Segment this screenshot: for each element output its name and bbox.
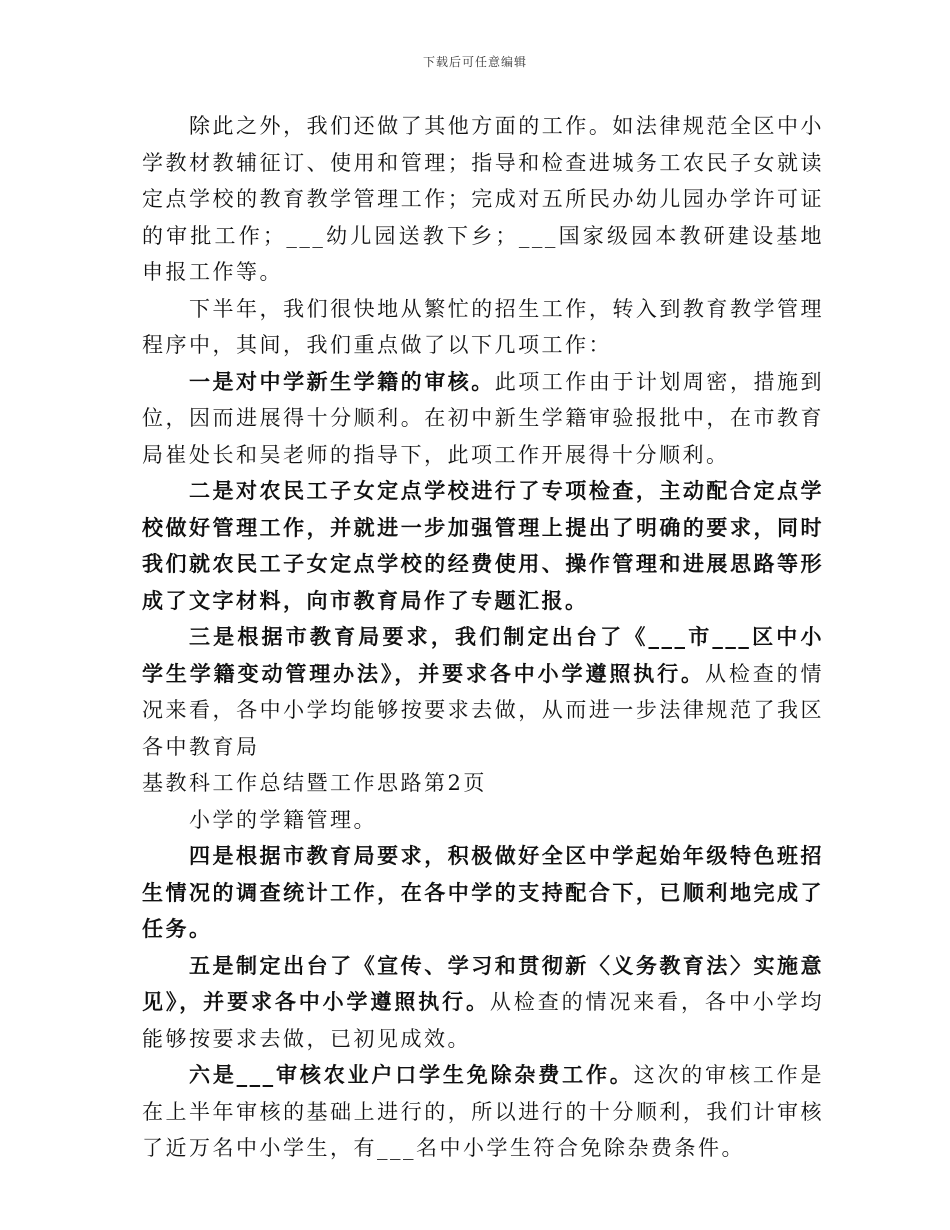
paragraph-bold-lead: 一是对中学新生学籍的审核。 <box>189 368 495 394</box>
paragraph-text: 小学的学籍管理。 <box>189 807 377 832</box>
paragraph-item-one <box>142 364 824 474</box>
paragraph-text: 除此之外，我们还做了其他方面的工作。如法律规范全区中小学教材教辅征订、使用和管理；指导和检查进城务工农民子女就读定点学校的教育教学管理工作；完成对五所民办幼儿园办学许可证的审批工作；___幼儿园送教下乡；___国家级园本教研建设基地申报工作等。 <box>142 114 824 284</box>
paragraph-bold-lead: 六是___审核农业户口学生免除杂费工作。 <box>189 1062 634 1087</box>
paragraph-text: 从检查的情况来看，各中小学均能够按要求去做，已初见成效。 <box>142 990 825 1051</box>
paragraph-item-three <box>142 619 824 765</box>
paragraph-item-six <box>142 1057 824 1167</box>
paragraph-bold-lead: 四是根据市教育局要求，积极做好全区中学起始年级特色班招生情况的调查统计工作，在各中学的支持配合下，已顺利地完成了任务。 <box>142 843 824 941</box>
paragraph-text: 从检查的情况来看，各中小学均能够按要求去做，从而进一步法律规范了我区各中教育局 <box>142 661 825 759</box>
paragraph-bold-lead: 三是根据市教育局要求，我们制定出台了《___市___区中小学生学籍变动管理办法》，并要求各中小学遵照执行。 <box>142 624 824 686</box>
page-title-line <box>142 765 824 802</box>
paragraph-text: 下半年，我们很快地从繁忙的招生工作，转入到教育教学管理程序中，其间，我们重点做了以下几项工作： <box>142 296 824 357</box>
paragraph-item-two <box>142 473 824 619</box>
paragraph-bold-lead: 五是制定出台了《宣传、学习和贯彻新〈义务教育法〉实施意见》，并要求各中小学遵照执行。 <box>142 952 824 1014</box>
paragraph-second-half-year <box>142 291 824 364</box>
paragraph-text: 此项工作由于计划周密，措施到位，因而进展得十分顺利。在初中新生学籍审验报批中，在市教育局崔处长和吴老师的指导下，此项工作开展得十分顺利。 <box>142 369 824 467</box>
paragraph-item-four <box>142 838 824 948</box>
document-body <box>142 108 824 1167</box>
paragraph-other-work <box>142 108 824 291</box>
paragraph-text: 这次的审核工作是在上半年审核的基础上进行的，所以进行的十分顺利，我们计审核了近万名中小学生，有___名中小学生符合免除杂费条件。 <box>142 1063 825 1160</box>
paragraph-bold-lead: 二是对农民工子女定点学校进行了专项检查，主动配合定点学校做好管理工作，并就进一步加强管理上提出了明确的要求，同时我们就农民工子女定点学校的经费使用、操作管理和进展思路等形成了文字材料，向市教育局作了专题汇报。 <box>142 478 824 613</box>
paragraph-text: 基教科工作总结暨工作思路第2页 <box>142 771 487 795</box>
paragraph-item-five <box>142 948 824 1058</box>
page-header-note: 下载后可任意编辑 <box>422 55 527 69</box>
paragraph-continuation <box>142 802 824 839</box>
